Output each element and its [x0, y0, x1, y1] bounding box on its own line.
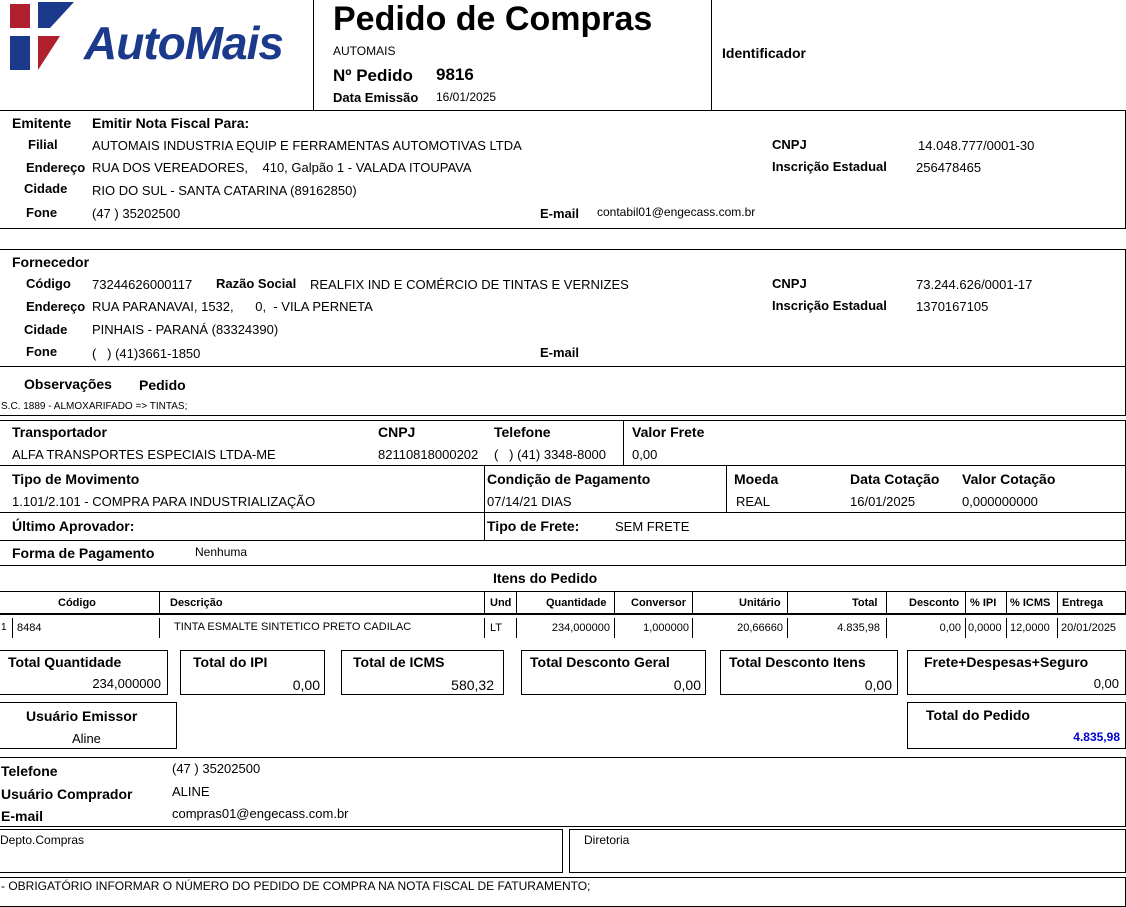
total-quantidade: 234,000000 [92, 676, 161, 691]
total-icms-label: Total de ICMS [353, 654, 445, 670]
emitente-nota-label: Emitir Nota Fiscal Para: [92, 115, 250, 131]
col-header-conversor: Conversor [631, 597, 687, 609]
fornecedor-codigo-label: Código [26, 276, 71, 291]
valor-frete: 0,00 [632, 447, 658, 462]
col-header-icms: % ICMS [1010, 597, 1051, 609]
col-header-total: Total [852, 597, 878, 609]
observacoes-text: S.C. 1889 - ALMOXARIFADO => TINTAS; [1, 401, 188, 412]
tipo-frete-label: Tipo de Frete: [487, 518, 580, 534]
itens-title: Itens do Pedido [493, 570, 598, 586]
col-header-codigo: Código [58, 597, 96, 609]
total-ipi: 0,00 [292, 677, 320, 693]
fornecedor-endereco-label: Endereço [26, 299, 86, 314]
item-und: LT [490, 622, 503, 634]
fornecedor-codigo: 73244626000117 [92, 277, 193, 292]
company-name: AUTOMAIS [333, 44, 396, 58]
emitente-email: contabil01@engecass.com.br [597, 205, 756, 219]
item-conversor: 1,000000 [643, 622, 689, 634]
transportador-value: ALFA TRANSPORTES ESPECIAIS LTDA-ME [12, 447, 276, 462]
col-header-quantidade: Quantidade [546, 597, 607, 609]
condicao-pagamento-label: Condição de Pagamento [487, 471, 651, 487]
usuario-emissor-label: Usuário Emissor [26, 708, 138, 724]
emitente-ie: 256478465 [916, 160, 982, 175]
transportador-cnpj-label: CNPJ [378, 424, 416, 440]
total-quantidade-label: Total Quantidade [8, 654, 122, 670]
observacoes-label: Observações [24, 376, 112, 392]
total-pedido-label: Total do Pedido [926, 707, 1030, 723]
fornecedor-razao-label: Razão Social [216, 276, 297, 291]
emitente-title: Emitente [12, 115, 72, 131]
page-title: Pedido de Compras [333, 0, 653, 38]
transportador-telefone: ( ) (41) 3348-8000 [494, 447, 607, 462]
emitente-cnpj: 14.048.777/0001-30 [918, 138, 1035, 153]
comprador-telefone: (47 ) 35202500 [172, 761, 261, 776]
total-desconto-geral-label: Total Desconto Geral [530, 654, 670, 670]
emitente-cidade: RIO DO SUL - SANTA CATARINA (89162850) [92, 183, 357, 198]
diretoria-box [569, 829, 1126, 873]
item-total: 4.835,98 [837, 622, 880, 634]
emitente-cnpj-label: CNPJ [772, 137, 807, 152]
usuario-emissor: Aline [72, 731, 101, 746]
observacoes-pedido-label: Pedido [139, 377, 186, 393]
emitente-filial: AUTOMAIS INDUSTRIA EQUIP E FERRAMENTAS AUTOMOTIVAS LTDA [92, 138, 522, 153]
fornecedor-fone: ( ) (41)3661-1850 [92, 346, 201, 361]
automais-logo-icon [10, 0, 76, 72]
comprador-section [0, 757, 1126, 827]
tipo-frete: SEM FRETE [615, 519, 690, 534]
total-ipi-label: Total do IPI [193, 654, 268, 670]
tipo-movimento: 1.101/2.101 - COMPRA PARA INDUSTRIALIZAÇÃO [12, 494, 316, 509]
total-desconto-itens-label: Total Desconto Itens [729, 654, 866, 670]
emitente-endereco: RUA DOS VEREADORES, 410, Galpão 1 - VALADA ITOUPAVA [92, 160, 472, 175]
col-header-descricao: Descrição [170, 597, 223, 609]
fornecedor-cidade: PINHAIS - PARANÁ (83324390) [92, 322, 279, 337]
transportador-label: Transportador [12, 424, 107, 440]
total-desconto-itens: 0,00 [864, 677, 892, 693]
col-header-ipi: % IPI [970, 597, 997, 609]
emitente-fone: (47 ) 35202500 [92, 206, 181, 221]
item-ipi: 0,0000 [968, 622, 1002, 634]
pedido-label: Nº Pedido [333, 66, 413, 85]
col-header-entrega: Entrega [1062, 597, 1103, 609]
comprador-telefone-label: Telefone [1, 763, 58, 779]
total-frete: 0,00 [1093, 676, 1119, 691]
forma-pagamento: Nenhuma [195, 545, 248, 559]
transportador-telefone-label: Telefone [494, 424, 551, 440]
fornecedor-razao: REALFIX IND E COMÉRCIO DE TINTAS E VERNIZES [310, 277, 629, 292]
total-pedido: 4.835,98 [1073, 730, 1120, 744]
total-icms: 580,32 [451, 677, 494, 693]
pedido-number: 9816 [436, 65, 474, 84]
total-desconto-geral: 0,00 [673, 677, 701, 693]
fornecedor-title: Fornecedor [12, 254, 90, 270]
item-descricao: TINTA ESMALTE SINTETICO PRETO CADILAC [174, 621, 412, 633]
diretoria-label: Diretoria [584, 833, 630, 847]
data-cotacao: 16/01/2025 [850, 494, 916, 509]
ultimo-aprovador-label: Último Aprovador: [12, 518, 135, 534]
tipo-movimento-label: Tipo de Movimento [12, 471, 140, 487]
item-unitario: 20,66660 [737, 622, 783, 634]
fornecedor-ie-label: Inscrição Estadual [772, 298, 887, 313]
data-cotacao-label: Data Cotação [850, 471, 940, 487]
fornecedor-cnpj: 73.244.626/0001-17 [916, 277, 1033, 292]
item-seq: 1 [1, 622, 7, 633]
emitente-ie-label: Inscrição Estadual [772, 159, 887, 174]
depto-compras-label: Depto.Compras [0, 833, 85, 847]
col-header-und: Und [490, 597, 512, 609]
fornecedor-endereco: RUA PARANAVAI, 1532, 0, - VILA PERNETA [92, 299, 373, 314]
emitente-email-label: E-mail [540, 206, 580, 221]
comprador-email-label: E-mail [1, 808, 44, 824]
emitente-cidade-label: Cidade [24, 181, 68, 196]
transporte-grid [0, 420, 1126, 566]
fornecedor-ie: 1370167105 [916, 299, 989, 314]
valor-frete-label: Valor Frete [632, 424, 705, 440]
total-frete-label: Frete+Despesas+Seguro [924, 654, 1089, 670]
valor-cotacao: 0,000000000 [962, 494, 1038, 509]
logo-text: AutoMais [84, 17, 283, 69]
item-icms: 12,0000 [1010, 622, 1050, 634]
fornecedor-cidade-label: Cidade [24, 322, 68, 337]
col-header-desconto: Desconto [909, 597, 960, 609]
condicao-pagamento: 07/14/21 DIAS [487, 494, 572, 509]
identificador-label: Identificador [722, 45, 807, 61]
item-desconto: 0,00 [939, 622, 961, 634]
emitente-filial-label: Filial [28, 137, 58, 152]
moeda-label: Moeda [734, 471, 779, 487]
rodape-text: - OBRIGATÓRIO INFORMAR O NÚMERO DO PEDIDO DE COMPRA NA NOTA FISCAL DE FATURAMENTO; [1, 879, 591, 893]
comprador-email: compras01@engecass.com.br [172, 806, 349, 821]
forma-pagamento-label: Forma de Pagamento [12, 545, 155, 561]
depto-compras-box [0, 829, 563, 873]
valor-cotacao-label: Valor Cotação [962, 471, 1056, 487]
emissao-value: 16/01/2025 [436, 90, 497, 104]
comprador-usuario: ALINE [172, 784, 210, 799]
fornecedor-cnpj-label: CNPJ [772, 276, 807, 291]
emitente-fone-label: Fone [26, 205, 58, 220]
emissao-label: Data Emissão [333, 90, 419, 105]
moeda: REAL [736, 494, 770, 509]
emitente-endereco-label: Endereço [26, 160, 86, 175]
item-entrega: 20/01/2025 [1061, 622, 1117, 634]
item-quantidade: 234,000000 [551, 622, 610, 634]
item-codigo: 8484 [17, 622, 42, 634]
transportador-cnpj: 82110818000202 [378, 447, 479, 462]
comprador-usuario-label: Usuário Comprador [1, 786, 133, 802]
fornecedor-fone-label: Fone [26, 344, 58, 359]
col-header-unitario: Unitário [739, 597, 781, 609]
fornecedor-email-label: E-mail [540, 345, 580, 360]
